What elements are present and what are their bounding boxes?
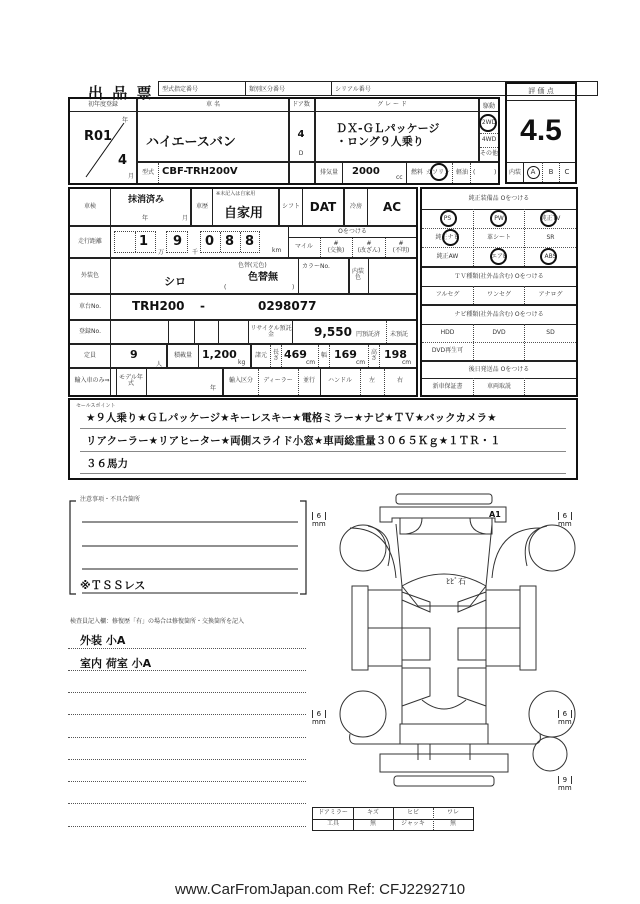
equipment-title: 純正装備品 Oをつける (468, 194, 530, 202)
footer-reference: www.CarFromJapan.com Ref: CFJ2292710 (174, 881, 466, 898)
circle-abs (540, 248, 557, 265)
grade-label: グ レ ー ド (377, 100, 407, 108)
tread-unit: mm (558, 520, 572, 528)
exterior-color-value: シロ (164, 275, 186, 288)
mileage-label: 走行距離 (77, 237, 102, 245)
fuel-gasoline: ガソリン (426, 168, 451, 176)
chassis-prefix: TRH200 (132, 299, 185, 313)
registration-label: 登録No. (79, 327, 101, 335)
right-step (520, 586, 536, 670)
drive-option-2wd: 2WD (481, 118, 497, 126)
notes-line-4: ※ＴＳＳレス (80, 579, 146, 592)
rear-windows (402, 668, 486, 706)
color-no-label: カラーNo. (302, 263, 330, 270)
later-warranty: 新車保証書 (432, 382, 463, 390)
interior-option-a: A (530, 168, 536, 177)
sales-point-line-2: リアクーラー★リアヒーター★両側スライド小窓★車両総重量３０６５Ｋｇ★１ＴＲ・１ (86, 435, 501, 447)
capacity-label: 定員 (83, 351, 96, 359)
left-step (352, 586, 368, 670)
sales-points-block (68, 398, 578, 480)
capacity-unit: 人 (156, 361, 163, 368)
circle-tv (540, 210, 557, 227)
circle-airbag (490, 248, 507, 265)
shift-label: シフト (281, 202, 300, 210)
mileage-digit-5: 8 (245, 234, 255, 249)
field-label-serial: シリアル番号 (335, 86, 371, 93)
first-reg-label: 初年度登録 (87, 100, 118, 108)
scratch-label: キズ (367, 809, 379, 817)
usage-note: ※未記入は自家用 (216, 191, 256, 197)
grade-line-1: ＤＸ-ＧＬパッケージ (336, 122, 440, 135)
tread-value: 6 (312, 512, 326, 520)
fuel-diesel: 軽油 (455, 168, 468, 176)
tire-rear-left (340, 691, 386, 737)
broken-label: ワレ (446, 809, 459, 817)
import-parallel: 並行 (302, 376, 315, 384)
drive-option-other: その他 (480, 149, 499, 157)
damage-mark-stone: ﾋﾋﾞ石 (446, 577, 466, 586)
equip-navi: 純正ナビ (435, 233, 460, 241)
side-windows (402, 628, 486, 660)
navi-dvd: DVD (492, 329, 506, 337)
tread-value: 9 (558, 776, 572, 784)
height-value: 198 (384, 348, 407, 361)
equip-pw: PW (494, 214, 504, 222)
rear-bumper-bottom (394, 776, 494, 786)
fenders (350, 528, 540, 578)
field-label-type-designation: 型式指定番号 (162, 86, 199, 93)
mileage-digit-2: 9 (173, 234, 183, 249)
shaken-value: 抹消済み (128, 195, 165, 205)
option-label: (不明) (392, 246, 410, 254)
fuel-paren-close: ) (494, 169, 497, 176)
dims-label: 諸元 (254, 351, 267, 359)
shaken-month-unit: 月 (182, 215, 189, 222)
load-label: 積載量 (173, 351, 192, 359)
option-label: (交換) (327, 246, 345, 254)
headlights (406, 518, 486, 534)
option-label: (改ざん) (357, 246, 381, 254)
mark: # (398, 240, 404, 248)
fuel-paren-open: ( (473, 169, 476, 176)
inspector-line-1: 外装 小A (80, 634, 126, 647)
import-type-label: 輸入区分 (228, 376, 253, 384)
chassis-number: 0298077 (258, 299, 317, 313)
mileage-digit-1: 1 (139, 234, 149, 249)
jack-value: 無 (449, 820, 456, 828)
equip-aw: 純正AW (436, 252, 459, 260)
width-label: 幅 (320, 351, 327, 359)
date-slash (80, 119, 130, 181)
unit-km: km (272, 247, 282, 254)
import-dealer: ディーラー (263, 376, 293, 384)
tread-unit: mm (312, 718, 326, 726)
mark: # (333, 240, 339, 248)
recycle-value: 9,550 (314, 325, 352, 339)
interior-option-c: C (564, 168, 570, 177)
tv-analog: アナログ (538, 291, 563, 299)
sales-point-line-1: ★９人乗り★ＧＬパッケージ★キーレスキー★電格ミラー★ナビ★ＴＶ★バックカメラ★ (86, 412, 497, 424)
sheet-title: 出 品 票 (88, 84, 154, 102)
mile-label: マイル (295, 243, 313, 251)
circle-ps (440, 210, 457, 227)
rear-fenders (350, 734, 541, 744)
handle-label: ハンドル (327, 376, 352, 384)
tread-spare (558, 776, 572, 792)
tread-rear-left (312, 710, 326, 726)
tread-front-right (558, 512, 572, 528)
shaken-label: 車検 (83, 202, 96, 210)
width-unit: cm (356, 359, 366, 366)
mark: # (366, 240, 372, 248)
rear-bumper (380, 754, 508, 772)
repaint-label: 色替(元色) (238, 262, 267, 269)
mileage-circle-note: Oをつける (338, 227, 367, 235)
sales-points-label: セールスポイント (76, 403, 116, 409)
model-label: 型式 (141, 168, 154, 176)
crack-label: ヒビ (406, 809, 419, 817)
doors-value: 4 (297, 128, 305, 140)
recycle-paid: 円預託済 (356, 331, 381, 338)
circle-pw (490, 210, 507, 227)
spare-tire (530, 734, 570, 774)
tread-value: 6 (558, 710, 572, 718)
mileage-option-tampered (353, 238, 385, 257)
recycle-label: リサイクル預託金 (250, 325, 292, 338)
model-value: CBF-TRH200V (162, 166, 238, 177)
doors-label: ドア数 (292, 100, 310, 108)
month-unit: 月 (128, 173, 135, 180)
navi-hdd: HDD (440, 329, 455, 337)
equip-airbag: エアB (490, 252, 508, 260)
length-value: 469 (284, 348, 307, 361)
tread-front-left (312, 512, 326, 528)
exterior-color-label: 外装色 (80, 271, 99, 279)
name-label: 車 名 (206, 100, 220, 108)
tread-unit: mm (558, 784, 572, 792)
usage-label: 車歴 (195, 202, 208, 210)
model-year-unit: 年 (210, 385, 217, 392)
details-block (68, 187, 418, 397)
tread-value: 6 (558, 512, 572, 520)
length-label: 長さ (272, 348, 279, 362)
score-box (505, 82, 577, 184)
ac-label: 冷房 (349, 202, 362, 210)
unit-sen: 千 (192, 249, 199, 256)
sales-point-line-3: ３６馬力 (86, 458, 128, 470)
equip-tv: 純正TV (540, 214, 561, 222)
shift-value: DAT (309, 199, 337, 214)
displacement-value: 2000 (352, 166, 380, 177)
height-label: 高さ (370, 348, 377, 362)
import-label: 輸入車のみ⇒ (74, 376, 110, 384)
handle-right: 右 (396, 376, 403, 384)
navi-dvd-playback: DVD再生可 (431, 347, 464, 355)
displacement-label: 排気量 (319, 168, 338, 176)
mileage-digit-box-c (200, 231, 260, 253)
jack-label: ジャッキ (401, 820, 425, 828)
tv-title: ＴＶ種類(社外品含む) Oをつける (454, 272, 544, 280)
vehicle-block (68, 97, 500, 185)
equip-leather: 革シート (486, 233, 511, 241)
fuel-selected-circle (430, 163, 448, 181)
interior-label: 内装 (508, 168, 521, 176)
repaint-paren-open: ( (224, 284, 227, 291)
length-unit: cm (306, 359, 316, 366)
shaken-year-unit: 年 (142, 215, 149, 222)
equip-sr: SR (546, 233, 555, 241)
mileage-option-unknown (386, 238, 416, 257)
tire-front-right (529, 525, 575, 571)
chassis-label: 車台No. (79, 302, 101, 310)
inspector-label: 検査員記入欄：修復歴「有」の場合は修復箇所・交換箇所を記入 (70, 618, 245, 625)
recycle-unpaid: 未預託 (390, 331, 409, 338)
mirror-label: ドアミラー (318, 809, 348, 817)
year-unit: 年 (122, 117, 129, 124)
tread-value: 6 (312, 710, 326, 718)
capacity-value: 9 (130, 348, 138, 361)
mileage-digit-4: 8 (225, 234, 235, 249)
later-manual: 車両取説 (486, 382, 511, 390)
windshield (402, 574, 486, 606)
interior-option-b: B (548, 168, 554, 177)
fuel-label: 燃料 (410, 168, 423, 176)
load-value: 1,200 (202, 348, 237, 361)
drive-option-4wd: 4WD (481, 135, 497, 143)
door-lines (368, 590, 520, 666)
width-value: 169 (334, 348, 357, 361)
tread-unit: mm (312, 520, 326, 528)
score-value: 4.5 (520, 114, 562, 148)
mirror-tools-table (312, 807, 474, 831)
notes-label: 注意事項・不具合箇所 (80, 496, 141, 503)
score-label: 評 価 点 (528, 87, 554, 96)
tv-oneseg: ワンセグ (486, 291, 511, 299)
load-unit: kg (238, 359, 246, 366)
drive-selected-circle (479, 114, 497, 132)
circle-navi (442, 229, 459, 246)
front-bumper-top (396, 494, 492, 504)
equipment-block (420, 187, 578, 397)
model-year-label: モデル年式 (119, 373, 143, 387)
repaint-paren-close: ) (292, 284, 295, 291)
inspector-line-2: 室内 荷室 小A (80, 657, 152, 670)
tailgate (400, 724, 488, 760)
first-reg-year: R01 (84, 129, 113, 144)
mileage-option-exchange (321, 238, 351, 257)
handle-left: 左 (368, 376, 375, 384)
interior-selected-circle (527, 166, 540, 179)
height-unit: cm (402, 359, 412, 366)
unit-man: 万 (158, 249, 165, 256)
interior-color-label: 内装色 (351, 267, 364, 281)
cc-unit: cc (396, 174, 403, 181)
equip-ps: PS (443, 214, 452, 222)
mileage-digit-box-a (114, 231, 156, 253)
tools-label: 工具 (326, 820, 339, 828)
tread-unit: mm (558, 718, 572, 726)
drive-label: 駆動 (482, 102, 495, 110)
equip-abs: ABS (544, 252, 557, 260)
navi-sd: SD (546, 329, 555, 337)
doors-sub: D (298, 149, 304, 157)
navi-title: ナビ種類(社外品含む) Oをつける (454, 310, 544, 318)
later-title: 後日発送品 Oをつける (468, 365, 530, 373)
front-bumper (380, 507, 506, 522)
grade-line-2: ・ロング９人乗り (336, 134, 424, 148)
usage-value: 自家用 (224, 206, 264, 221)
rear-window (422, 700, 466, 709)
body-sides (402, 586, 486, 724)
field-label-category: 類別区分番号 (249, 86, 286, 93)
chassis-dash: - (200, 299, 205, 313)
tread-rear-right (558, 710, 572, 726)
first-reg-month: 4 (118, 153, 128, 168)
tools-value: 無 (369, 820, 376, 828)
mileage-digit-3: 0 (205, 234, 215, 249)
grade-text (336, 123, 439, 148)
tv-fullseg: フルセグ (435, 291, 460, 299)
repaint-value: 色替無 (248, 272, 278, 283)
ac-value: AC (382, 199, 402, 214)
mileage-digit-box-b (166, 231, 188, 253)
tire-front-left (340, 525, 386, 571)
damage-mark-a1: A1 (489, 510, 501, 519)
vehicle-name: ハイエースバン (146, 135, 236, 150)
